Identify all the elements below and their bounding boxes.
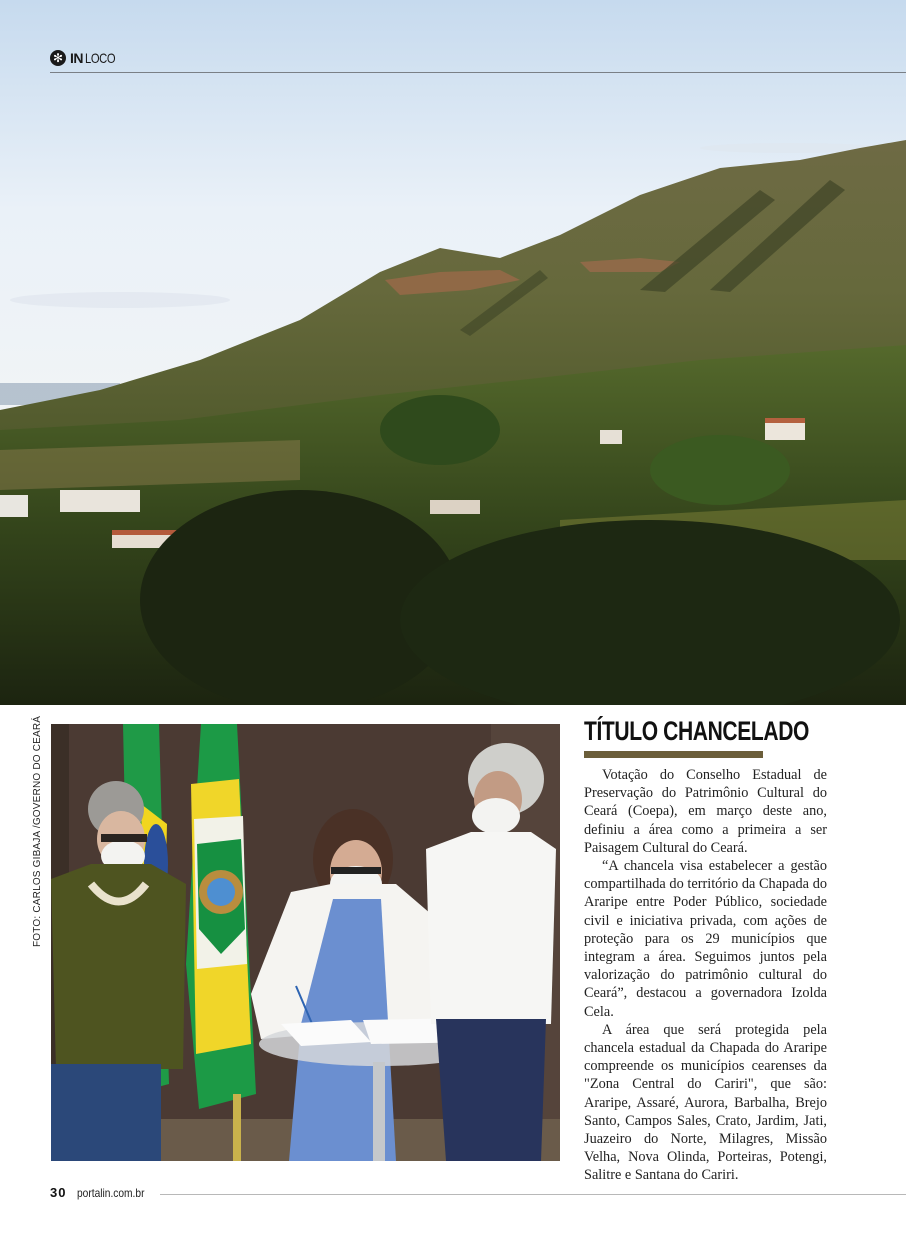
footer-rule [160, 1194, 906, 1195]
footer-site-link[interactable]: portalin.com.br [77, 1186, 145, 1200]
article-title: TÍTULO CHANCELADO [584, 716, 810, 746]
article-paragraph: “A chancela visa estabelecer a gestão compartilhada do território da Chapada do Araripe entre Poder Público, sociedade civil e iniciativa privada, com ações de proteção para os 29 municípios que integram a área. Seguimos juntos pela valorização do patrimônio cultural do Ceará”, destacou a governadora Izolda Cela. [584, 858, 827, 1020]
article-body [584, 766, 827, 1185]
photo-credit: FOTO: CARLOS GIBAJA /GOVERNO DO CEARÁ [32, 715, 43, 947]
section-tag-bold: IN [70, 50, 83, 66]
ceremony-illustration [51, 724, 560, 1161]
asterisk-circle-icon: ✻ [50, 50, 66, 66]
article-paragraph: Votação do Conselho Estadual de Preservação do Patrimônio Cultural do Ceará (Coepa), em março deste ano, definiu a área como a primeira a ser Paisagem Cultural do Ceará. [584, 767, 827, 856]
section-tag [50, 50, 123, 66]
page-number: 30 [50, 1185, 67, 1200]
section-tag-light: LOCO [85, 50, 116, 66]
header-rule [50, 72, 906, 73]
title-accent-bar [584, 751, 763, 758]
signing-ceremony-photo [51, 724, 560, 1161]
article-paragraph: A área que será protegida pela chancela estadual da Chapada do Araripe compreende os municípios cearenses da "Zona Central do Cariri", que são: Araripe, Assaré, Aurora, Barbalha, Brejo Santo, Campos Sales, Crato, Jardim, Jati, Juazeiro do Norte, Milagres, Missão Velha, Nova Olinda, Porteiras, Potengi, Salitre e Santana do Cariri. [584, 1021, 827, 1184]
